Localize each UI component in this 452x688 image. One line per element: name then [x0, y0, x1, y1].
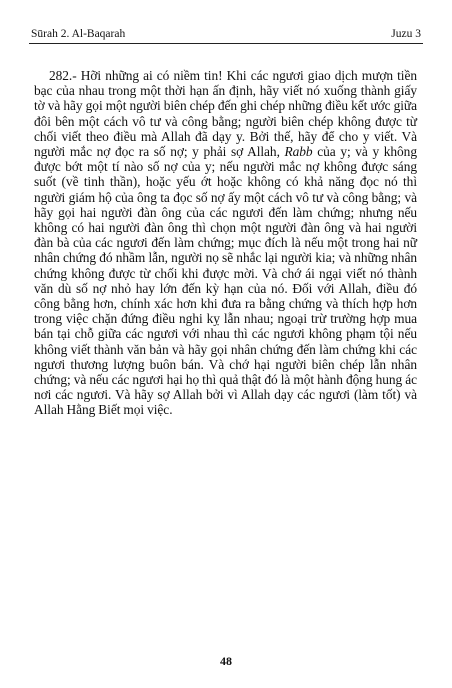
- header-rule: [29, 43, 423, 44]
- verse-paragraph: [34, 68, 417, 418]
- running-header: [31, 25, 421, 41]
- verse-italic-term: Rabb: [284, 144, 313, 160]
- page-number: 48: [220, 654, 232, 668]
- surah-title: Sūrah 2. Al-Baqarah: [31, 28, 126, 40]
- verse-text-part1: 282.- Hỡi những ai có niềm tin! Khi các ngươi giao dịch mượn tiền bạc của nhau trong một thời hạn ấn định, hãy viết nó xuống thành giấy tờ và hãy gọi một người biên chép đến ghi chép những điều kết ước giữa đôi bên một cách vô tư và công bằng; người biên chép không được từ chối viết theo điều mà Allah đã dạy y. Bởi thế, hãy để cho y viết. Và người mắc nợ đọc ra số nợ; y phải sợ Allah,: [34, 68, 417, 160]
- juz-label: Juzu 3: [391, 28, 421, 40]
- verse-text-part2: của y; và y không được bớt một tí nào số nợ của y; nếu người mắc nợ không được sáng suốt (về tinh thần), hoặc yếu ớt hoặc không có khả năng đọc nó thì người giám hộ của ông ta đọc số nợ ấy một cách vô tư và công bằng; và hãy gọi hai người đàn ông của các ngươi đến làm chứng; nhưng nếu không có hai người đàn ông thì chọn một người đàn ông và hai người đàn bà của các ngươi đến làm chứng; mục đích là nếu một trong hai nữ nhân chứng đó nhầm lẫn, người nọ sẽ nhắc lại người kia; và những nhân chứng không được từ chối khi được mời. Và chớ ái ngại viết nó thành văn dù số nợ nhỏ hay lớn đến kỳ hạn của nó. Đối với Allah, điều đó công bằng hơn, chính xác hơn khi đưa ra bằng chứng và thích hợp hơn trong việc chặn đứng điều nghi kỵ lẫn nhau; ngoại trừ trường hợp mua bán tại chỗ giữa các ngươi với nhau thì các ngươi không phạm tội nếu không viết thành văn bản và hãy gọi nhân chứng đến làm chứng khi các ngươi thương lượng buôn bán. Và chớ hại người biên chép lẫn nhân chứng; và nếu các ngươi hại họ thì quả thật đó là một hành động hung ác nơi các ngươi. Và hãy sợ Allah bởi vì Allah dạy các ngươi (làm tốt) và Allah Hằng Biết mọi việc.: [34, 144, 417, 418]
